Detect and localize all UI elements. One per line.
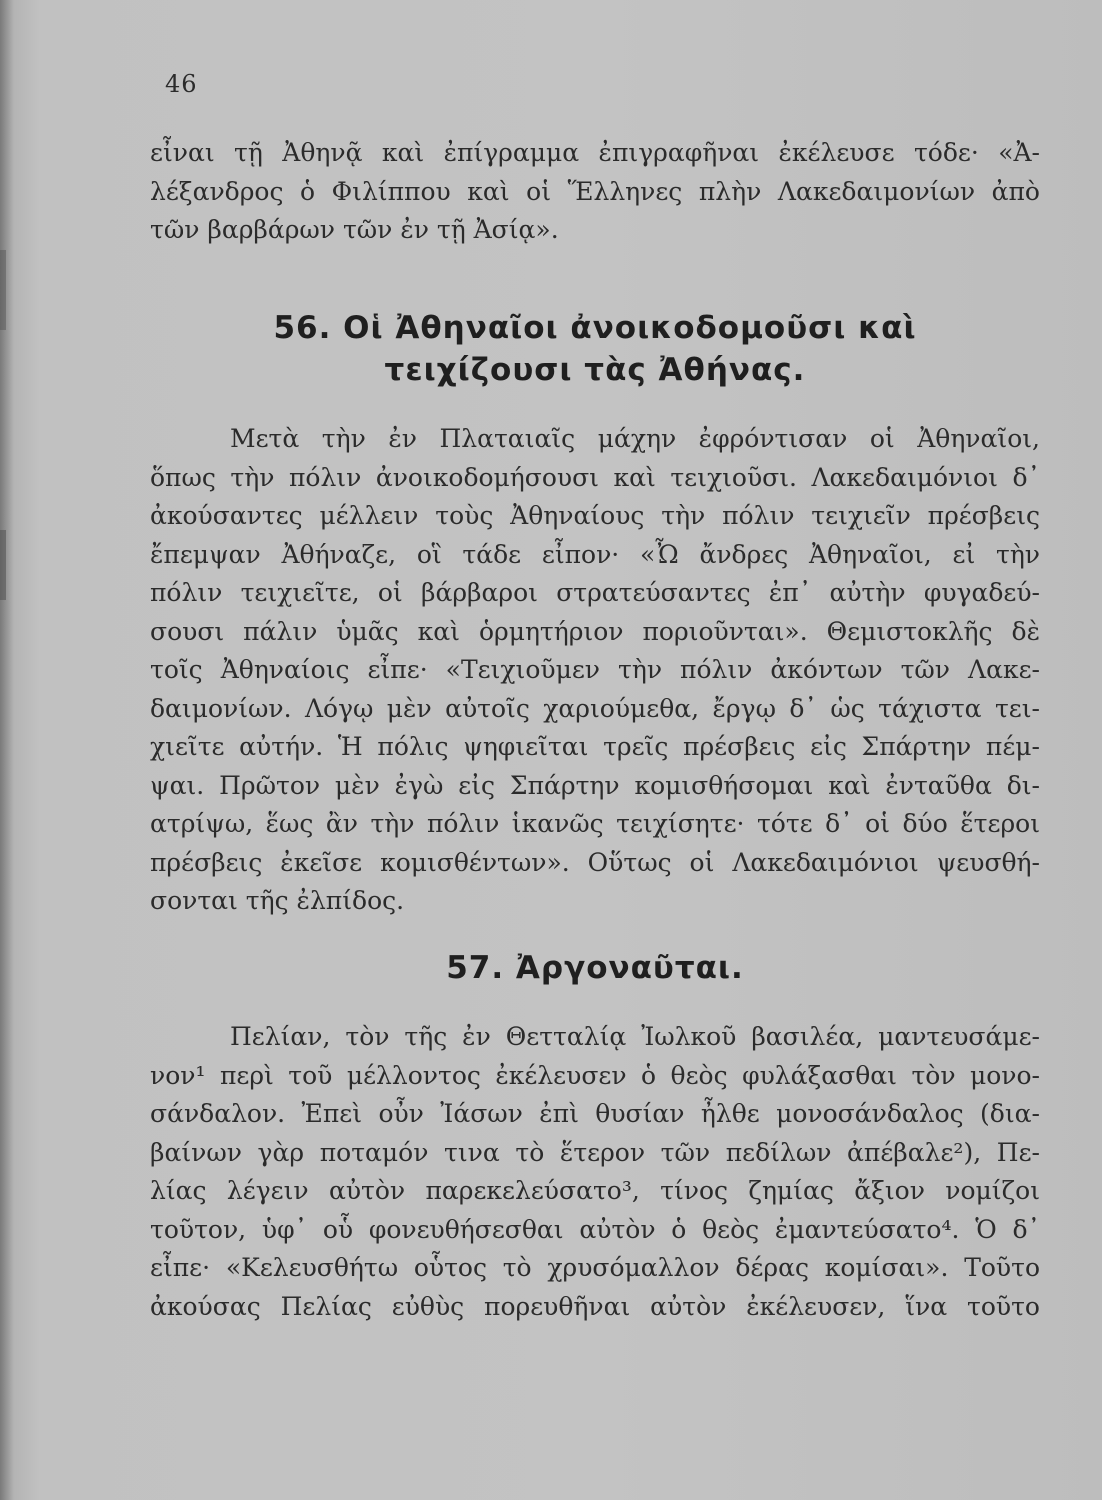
text-line: Μετὰ τὴν ἐν Πλαταιαῖς μάχην ἐφρόντισαν οἱ Ἀθηναῖοι, xyxy=(230,424,1040,453)
binding-edge-shadow xyxy=(0,250,6,330)
section-57-body xyxy=(150,1018,1040,1326)
text-line: σουσι πάλιν ὑμᾶς καὶ ὁρμητήριον ποριοῦνται». Θεμιστοκλῆς δὲ xyxy=(150,616,1040,646)
section-56-heading xyxy=(150,310,1040,346)
section-56-body xyxy=(150,420,1040,921)
text-line: δαιμονίων. Λόγῳ μὲν αὐτοῖς χαριούμεθα, ἔργῳ δ᾽ ὡς τάχιστα τει- xyxy=(150,693,1040,723)
text-line: εἶπε· «Κελευσθήτω οὗτος τὸ χρυσόμαλλον δέρας κομίσαι». Τοῦτο xyxy=(150,1253,1040,1282)
text-line: βαίνων γὰρ ποταμόν τινα τὸ ἕτερον τῶν πεδίλων ἀπέβαλε²), Πε- xyxy=(150,1137,1040,1167)
section-57-heading xyxy=(150,950,1040,986)
text-line: ἔπεμψαν Ἀθήναζε, οἳ τάδε εἶπον· «Ὦ ἄνδρες Ἀθηναῖοι, εἰ τὴν xyxy=(150,539,1040,569)
heading-line: 57. Ἀργοναῦται. xyxy=(446,950,744,986)
text-line: νον¹ περὶ τοῦ μέλλοντος ἐκέλευσεν ὁ θεὸς φυλάξασθαι τὸν μονο- xyxy=(150,1060,1040,1090)
page-number: 46 xyxy=(165,70,198,98)
text-line: πόλιν τειχιεῖτε, οἱ βάρβαροι στρατεύσαντες ἐπ᾽ αὐτὴν φυγαδεύ- xyxy=(150,578,1040,607)
text-line: πρέσβεις ἐκεῖσε κομισθέντων». Οὕτως οἱ Λακεδαιμόνιοι ψευσθή- xyxy=(150,847,1040,877)
text-line: τῶν βαρβάρων τῶν ἐν τῇ Ἀσίᾳ». xyxy=(150,215,559,244)
binding-edge-shadow xyxy=(0,530,6,600)
text-line: λέξανδρος ὁ Φιλίππου καὶ οἱ Ἕλληνες πλὴν Λακεδαιμονίων ἀπὸ xyxy=(150,176,1040,206)
text-line: σονται τῆς ἐλπίδος. xyxy=(150,886,405,915)
text-line: χιεῖτε αὐτήν. Ἡ πόλις ψηφιεῖται τρεῖς πρέσβεις εἰς Σπάρτην πέμ- xyxy=(150,732,1040,761)
intro-paragraph xyxy=(150,134,1040,250)
text-line: ατρίψω, ἕως ἂν τὴν πόλιν ἱκανῶς τειχίσητε· τότε δ᾽ οἱ δύο ἕτεροι xyxy=(150,809,1040,838)
text-line: ἀκούσας Πελίας εὐθὺς πορευθῆναι αὐτὸν ἐκέλευσεν, ἵνα τοῦτο xyxy=(150,1291,1040,1321)
text-line: ὅπως τὴν πόλιν ἀνοικοδομήσουσι καὶ τειχιοῦσι. Λακεδαιμόνιοι δ᾽ xyxy=(150,462,1040,492)
text-line: ἀκούσαντες μέλλειν τοὺς Ἀθηναίους τὴν πόλιν τειχιεῖν πρέσβεις xyxy=(150,501,1040,530)
heading-line: τειχίζουσι τὰς Ἀθήνας. xyxy=(384,352,806,388)
text-line: τοῖς Ἀθηναίοις εἶπε· «Τειχιοῦμεν τὴν πόλιν ἀκόντων τῶν Λακε- xyxy=(150,655,1040,684)
text-line: Πελίαν, τὸν τῆς ἐν Θετταλίᾳ Ἰωλκοῦ βασιλέα, μαντευσάμε- xyxy=(230,1022,1040,1051)
text-line: λίας λέγειν αὐτὸν παρεκελεύσατο³, τίνος ζημίας ἄξιον νομίζοι xyxy=(150,1176,1040,1205)
section-56-heading-cont xyxy=(150,352,1040,388)
text-line: σάνδαλον. Ἐπεὶ οὖν Ἰάσων ἐπὶ θυσίαν ἦλθε μονοσάνδαλος (δια- xyxy=(150,1099,1040,1128)
heading-line: 56. Οἱ Ἀθηναῖοι ἀνοικοδομοῦσι καὶ xyxy=(273,310,917,346)
text-line: ψαι. Πρῶτον μὲν ἐγὼ εἰς Σπάρτην κομισθήσομαι καὶ ἐνταῦθα δι- xyxy=(150,770,1040,800)
text-line: εἶναι τῇ Ἀθηνᾷ καὶ ἐπίγραμμα ἐπιγραφῆναι ἐκέλευσε τόδε· «Ἀ- xyxy=(150,138,1040,167)
text-line: τοῦτον, ὑφ᾽ οὗ φονευθήσεσθαι αὐτὸν ὁ θεὸς ἐμαντεύσατο⁴. Ὁ δ᾽ xyxy=(150,1214,1040,1244)
